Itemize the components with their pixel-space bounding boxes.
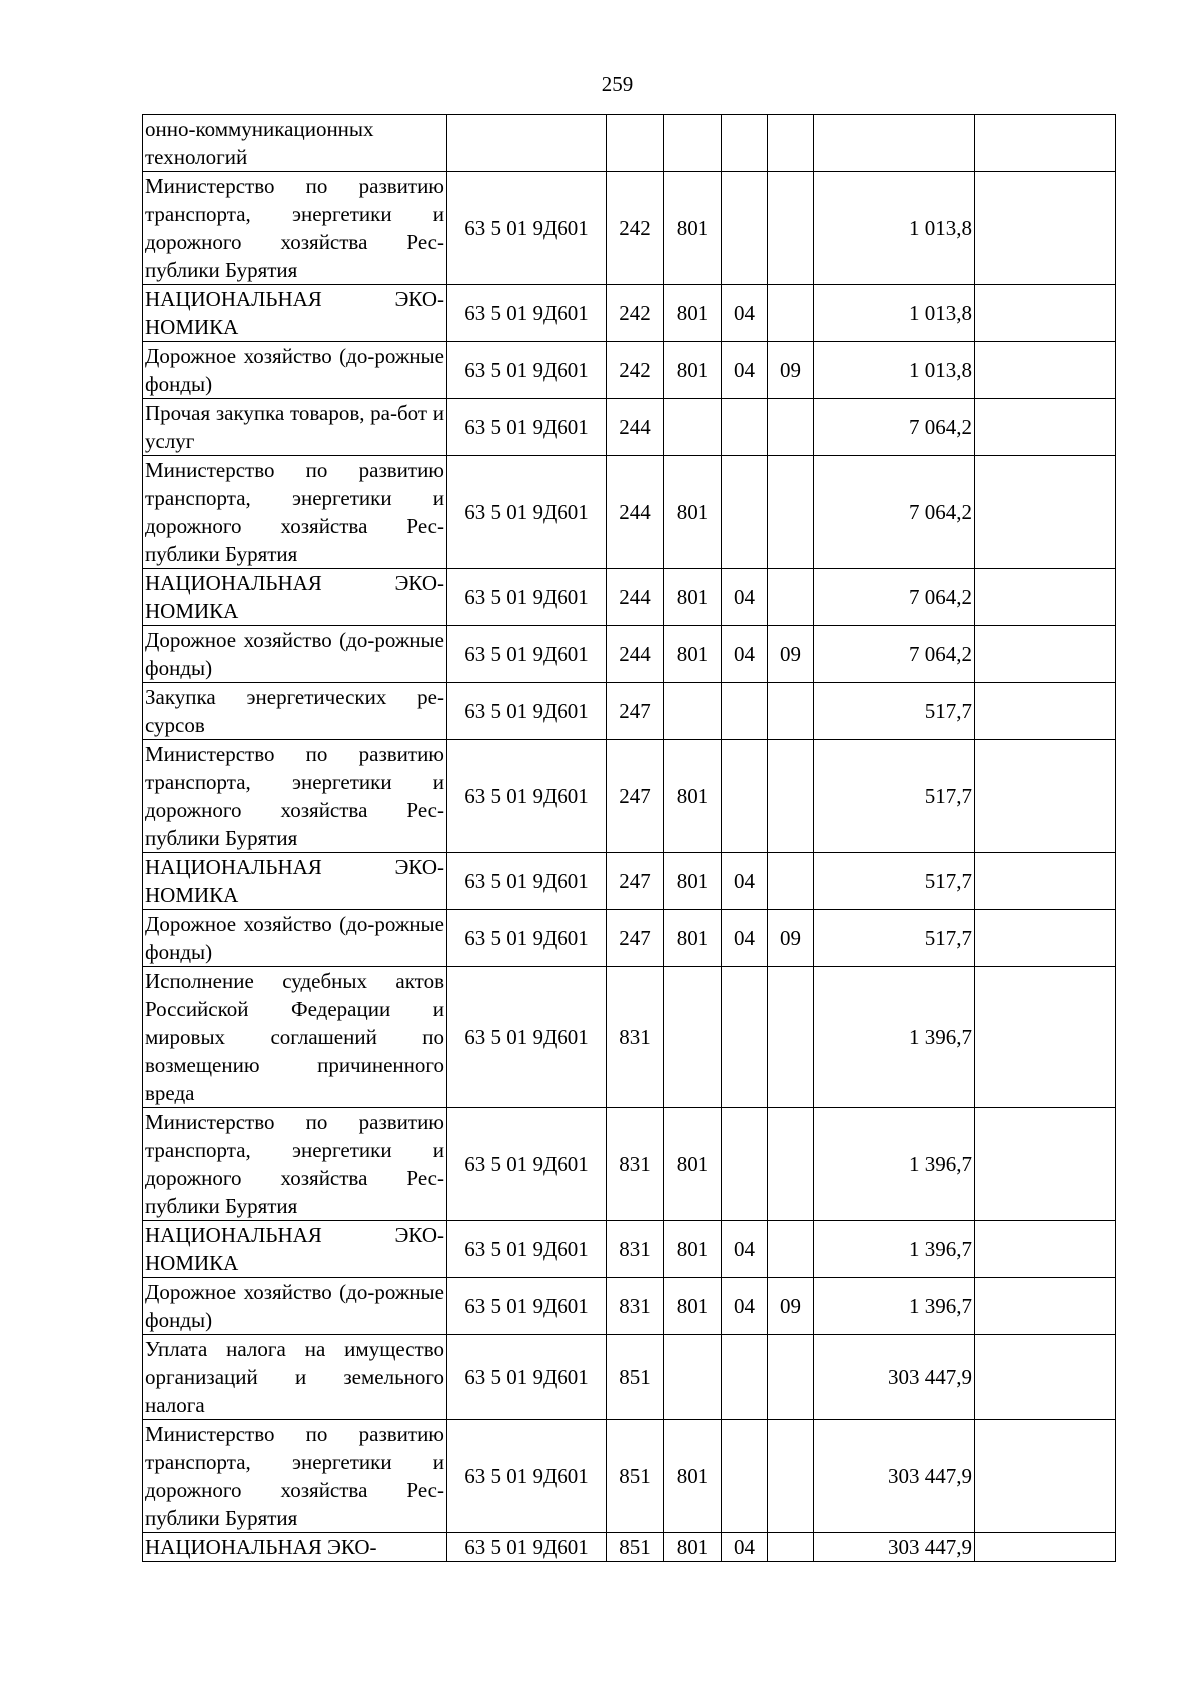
ministry-code-cell: 801 xyxy=(664,740,722,853)
ministry-code-cell xyxy=(664,683,722,740)
amount-cell: 1 013,8 xyxy=(814,285,975,342)
amount-cell: 1 396,7 xyxy=(814,967,975,1108)
extra-cell xyxy=(975,1335,1116,1420)
table-row xyxy=(143,285,1116,342)
expense-type-cell: 242 xyxy=(607,172,664,285)
section-cell xyxy=(722,740,768,853)
ministry-code-cell xyxy=(664,399,722,456)
ministry-code-cell: 801 xyxy=(664,1420,722,1533)
ministry-code-cell xyxy=(664,115,722,172)
extra-cell xyxy=(975,342,1116,399)
amount-cell: 7 064,2 xyxy=(814,569,975,626)
expense-type-cell: 247 xyxy=(607,910,664,967)
target-code-cell xyxy=(447,115,607,172)
amount-cell: 517,7 xyxy=(814,910,975,967)
subsection-cell: 09 xyxy=(768,626,814,683)
extra-cell xyxy=(975,285,1116,342)
table-row xyxy=(143,1221,1116,1278)
expense-type-cell: 851 xyxy=(607,1335,664,1420)
target-code-cell: 63 5 01 9Д601 xyxy=(447,399,607,456)
section-cell xyxy=(722,967,768,1108)
row-name-cell: онно-коммуникационных технологий xyxy=(143,115,447,172)
expense-type-cell: 831 xyxy=(607,1278,664,1335)
target-code-cell: 63 5 01 9Д601 xyxy=(447,740,607,853)
ministry-code-cell: 801 xyxy=(664,1278,722,1335)
amount-cell: 303 447,9 xyxy=(814,1533,975,1562)
section-cell: 04 xyxy=(722,569,768,626)
table-row xyxy=(143,740,1116,853)
section-cell xyxy=(722,456,768,569)
row-name-cell: Исполнение судебных актов Российской Федерации и мировых соглашений по возмещению причиненного вреда xyxy=(143,967,447,1108)
expense-type-cell: 831 xyxy=(607,967,664,1108)
amount-cell: 7 064,2 xyxy=(814,399,975,456)
subsection-cell xyxy=(768,399,814,456)
amount-cell: 517,7 xyxy=(814,853,975,910)
expense-type-cell: 831 xyxy=(607,1108,664,1221)
extra-cell xyxy=(975,1533,1116,1562)
row-name-cell: Министерство по развитию транспорта, энергетики и дорожного хозяйства Рес-публики Бурятия xyxy=(143,1108,447,1221)
amount-cell: 517,7 xyxy=(814,683,975,740)
ministry-code-cell xyxy=(664,1335,722,1420)
page-number: 259 xyxy=(601,72,634,96)
subsection-cell xyxy=(768,853,814,910)
subsection-cell xyxy=(768,456,814,569)
subsection-cell: 09 xyxy=(768,342,814,399)
amount-cell: 1 013,8 xyxy=(814,342,975,399)
section-cell xyxy=(722,399,768,456)
target-code-cell: 63 5 01 9Д601 xyxy=(447,456,607,569)
row-name-cell: Дорожное хозяйство (до-рожные фонды) xyxy=(143,342,447,399)
amount-cell: 303 447,9 xyxy=(814,1420,975,1533)
table-row xyxy=(143,1420,1116,1533)
table-row xyxy=(143,683,1116,740)
section-cell xyxy=(722,115,768,172)
extra-cell xyxy=(975,1108,1116,1221)
section-cell xyxy=(722,683,768,740)
extra-cell xyxy=(975,910,1116,967)
target-code-cell: 63 5 01 9Д601 xyxy=(447,1533,607,1562)
target-code-cell: 63 5 01 9Д601 xyxy=(447,1108,607,1221)
target-code-cell: 63 5 01 9Д601 xyxy=(447,285,607,342)
section-cell: 04 xyxy=(722,626,768,683)
subsection-cell xyxy=(768,115,814,172)
section-cell: 04 xyxy=(722,1533,768,1562)
ministry-code-cell: 801 xyxy=(664,626,722,683)
subsection-cell xyxy=(768,1335,814,1420)
row-name-cell: Министерство по развитию транспорта, энергетики и дорожного хозяйства Рес-публики Бурятия xyxy=(143,1420,447,1533)
target-code-cell: 63 5 01 9Д601 xyxy=(447,172,607,285)
subsection-cell xyxy=(768,967,814,1108)
row-name-cell: Уплата налога на имущество организаций и земельного налога xyxy=(143,1335,447,1420)
row-name-cell: НАЦИОНАЛЬНАЯ ЭКО- xyxy=(143,1533,447,1562)
extra-cell xyxy=(975,853,1116,910)
row-name-cell: НАЦИОНАЛЬНАЯ ЭКО-НОМИКА xyxy=(143,853,447,910)
subsection-cell: 09 xyxy=(768,1278,814,1335)
amount-cell: 303 447,9 xyxy=(814,1335,975,1420)
table-row xyxy=(143,399,1116,456)
ministry-code-cell: 801 xyxy=(664,456,722,569)
extra-cell xyxy=(975,1420,1116,1533)
extra-cell xyxy=(975,399,1116,456)
table-row xyxy=(143,342,1116,399)
ministry-code-cell: 801 xyxy=(664,1108,722,1221)
subsection-cell xyxy=(768,740,814,853)
ministry-code-cell xyxy=(664,967,722,1108)
section-cell: 04 xyxy=(722,1278,768,1335)
table-row xyxy=(143,853,1116,910)
row-name-cell: Прочая закупка товаров, ра-бот и услуг xyxy=(143,399,447,456)
table-row xyxy=(143,1533,1116,1562)
section-cell: 04 xyxy=(722,342,768,399)
extra-cell xyxy=(975,740,1116,853)
section-cell xyxy=(722,1420,768,1533)
amount-cell: 1 396,7 xyxy=(814,1278,975,1335)
expense-type-cell: 242 xyxy=(607,342,664,399)
target-code-cell: 63 5 01 9Д601 xyxy=(447,1335,607,1420)
ministry-code-cell: 801 xyxy=(664,342,722,399)
expense-type-cell: 247 xyxy=(607,853,664,910)
ministry-code-cell: 801 xyxy=(664,853,722,910)
table-row xyxy=(143,910,1116,967)
expense-type-cell: 851 xyxy=(607,1533,664,1562)
target-code-cell: 63 5 01 9Д601 xyxy=(447,569,607,626)
expense-type-cell: 247 xyxy=(607,740,664,853)
target-code-cell: 63 5 01 9Д601 xyxy=(447,1221,607,1278)
target-code-cell: 63 5 01 9Д601 xyxy=(447,1278,607,1335)
target-code-cell: 63 5 01 9Д601 xyxy=(447,853,607,910)
ministry-code-cell: 801 xyxy=(664,172,722,285)
table-row xyxy=(143,115,1116,172)
extra-cell xyxy=(975,967,1116,1108)
table-row xyxy=(143,1278,1116,1335)
row-name-cell: Закупка энергетических ре-сурсов xyxy=(143,683,447,740)
amount-cell: 7 064,2 xyxy=(814,456,975,569)
table-row xyxy=(143,1335,1116,1420)
target-code-cell: 63 5 01 9Д601 xyxy=(447,967,607,1108)
expense-type-cell: 244 xyxy=(607,399,664,456)
subsection-cell xyxy=(768,1420,814,1533)
table-row xyxy=(143,626,1116,683)
row-name-cell: Дорожное хозяйство (до-рожные фонды) xyxy=(143,626,447,683)
expense-type-cell: 247 xyxy=(607,683,664,740)
amount-cell: 1 396,7 xyxy=(814,1221,975,1278)
expense-type-cell: 244 xyxy=(607,569,664,626)
section-cell: 04 xyxy=(722,853,768,910)
extra-cell xyxy=(975,172,1116,285)
table-row xyxy=(143,172,1116,285)
row-name-cell: НАЦИОНАЛЬНАЯ ЭКО-НОМИКА xyxy=(143,569,447,626)
target-code-cell: 63 5 01 9Д601 xyxy=(447,626,607,683)
row-name-cell: Министерство по развитию транспорта, энергетики и дорожного хозяйства Рес-публики Бурятия xyxy=(143,456,447,569)
budget-table xyxy=(142,114,1116,1562)
row-name-cell: Министерство по развитию транспорта, энергетики и дорожного хозяйства Рес-публики Бурятия xyxy=(143,740,447,853)
subsection-cell xyxy=(768,1108,814,1221)
subsection-cell: 09 xyxy=(768,910,814,967)
expense-type-cell: 851 xyxy=(607,1420,664,1533)
subsection-cell xyxy=(768,569,814,626)
row-name-cell: НАЦИОНАЛЬНАЯ ЭКО-НОМИКА xyxy=(143,1221,447,1278)
expense-type-cell xyxy=(607,115,664,172)
table-row xyxy=(143,456,1116,569)
ministry-code-cell: 801 xyxy=(664,1533,722,1562)
section-cell xyxy=(722,1335,768,1420)
extra-cell xyxy=(975,569,1116,626)
section-cell: 04 xyxy=(722,1221,768,1278)
extra-cell xyxy=(975,456,1116,569)
extra-cell xyxy=(975,626,1116,683)
table-row xyxy=(143,569,1116,626)
section-cell: 04 xyxy=(722,285,768,342)
subsection-cell xyxy=(768,1533,814,1562)
section-cell xyxy=(722,172,768,285)
table-row xyxy=(143,1108,1116,1221)
target-code-cell: 63 5 01 9Д601 xyxy=(447,342,607,399)
ministry-code-cell: 801 xyxy=(664,1221,722,1278)
row-name-cell: Дорожное хозяйство (до-рожные фонды) xyxy=(143,1278,447,1335)
extra-cell xyxy=(975,683,1116,740)
row-name-cell: Дорожное хозяйство (до-рожные фонды) xyxy=(143,910,447,967)
target-code-cell: 63 5 01 9Д601 xyxy=(447,1420,607,1533)
extra-cell xyxy=(975,115,1116,172)
ministry-code-cell: 801 xyxy=(664,569,722,626)
section-cell xyxy=(722,1108,768,1221)
ministry-code-cell: 801 xyxy=(664,285,722,342)
extra-cell xyxy=(975,1278,1116,1335)
table-row xyxy=(143,967,1116,1108)
amount-cell: 1 396,7 xyxy=(814,1108,975,1221)
expense-type-cell: 244 xyxy=(607,626,664,683)
target-code-cell: 63 5 01 9Д601 xyxy=(447,910,607,967)
amount-cell: 1 013,8 xyxy=(814,172,975,285)
expense-type-cell: 242 xyxy=(607,285,664,342)
subsection-cell xyxy=(768,683,814,740)
table-body xyxy=(143,115,1116,1562)
row-name-cell: Министерство по развитию транспорта, энергетики и дорожного хозяйства Рес-публики Бурятия xyxy=(143,172,447,285)
ministry-code-cell: 801 xyxy=(664,910,722,967)
expense-type-cell: 244 xyxy=(607,456,664,569)
amount-cell: 7 064,2 xyxy=(814,626,975,683)
amount-cell: 517,7 xyxy=(814,740,975,853)
expense-type-cell: 831 xyxy=(607,1221,664,1278)
subsection-cell xyxy=(768,1221,814,1278)
target-code-cell: 63 5 01 9Д601 xyxy=(447,683,607,740)
subsection-cell xyxy=(768,172,814,285)
amount-cell xyxy=(814,115,975,172)
extra-cell xyxy=(975,1221,1116,1278)
row-name-cell: НАЦИОНАЛЬНАЯ ЭКО-НОМИКА xyxy=(143,285,447,342)
subsection-cell xyxy=(768,285,814,342)
section-cell: 04 xyxy=(722,910,768,967)
